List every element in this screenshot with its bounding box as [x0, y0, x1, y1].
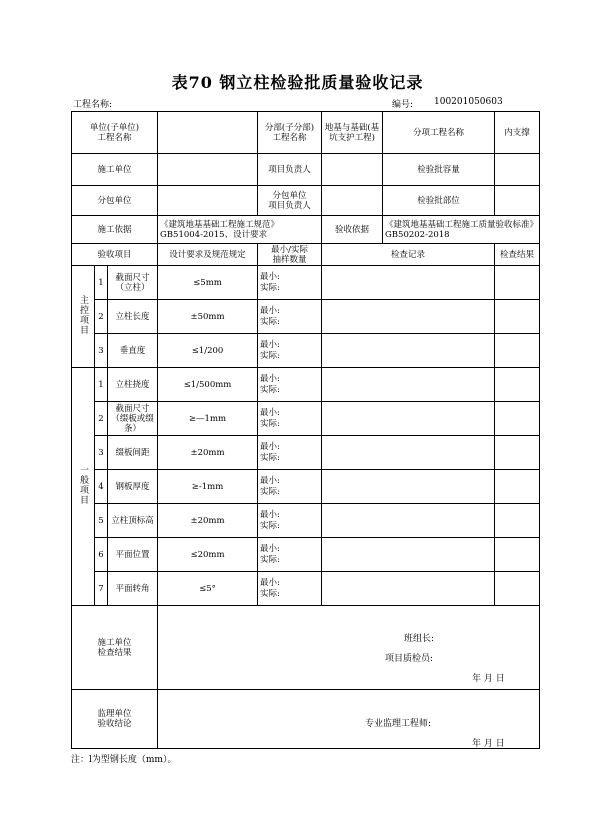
- division-value: 地基与基础(基坑支护工程): [322, 112, 383, 154]
- construction-basis-label: 施工依据: [72, 216, 158, 244]
- item-no: 2: [95, 402, 108, 436]
- item-record[interactable]: [322, 300, 495, 334]
- col-requirement-header: 设计要求及规范规定: [158, 244, 258, 266]
- item-record[interactable]: [322, 470, 495, 504]
- item-no: 3: [95, 334, 108, 368]
- item-no: 3: [95, 436, 108, 470]
- item-no: 1: [95, 368, 108, 402]
- item-no: 4: [95, 470, 108, 504]
- acceptance-basis-value: 《建筑地基基础工程施工质量验收标准》GB50202-2018: [383, 216, 540, 244]
- item-sampling[interactable]: 最小: 实际:: [258, 436, 322, 470]
- main-control-group: 主控项目: [72, 266, 95, 368]
- item-record[interactable]: [322, 538, 495, 572]
- item-no: 5: [95, 504, 108, 538]
- footnote: 注：l为型钢长度（mm）。: [71, 755, 177, 765]
- item-result[interactable]: [495, 572, 540, 606]
- division-label: 分部(子分部) 工程名称: [258, 112, 322, 154]
- construction-date: 年 月 日: [472, 674, 505, 684]
- constructor-value[interactable]: [158, 154, 258, 186]
- item-no: 7: [95, 572, 108, 606]
- item-result[interactable]: [495, 470, 540, 504]
- item-result[interactable]: [495, 300, 540, 334]
- item-sampling[interactable]: 最小: 实际:: [258, 538, 322, 572]
- item-name: 立柱长度: [108, 300, 158, 334]
- project-manager-value[interactable]: [322, 154, 383, 186]
- batch-location-value[interactable]: [495, 186, 540, 216]
- general-group: 一般项目: [72, 368, 95, 606]
- item-requirement: ≤5mm: [158, 266, 258, 300]
- item-requirement: ≥—1mm: [158, 402, 258, 436]
- item-requirement: ≤20mm: [158, 538, 258, 572]
- acceptance-basis-label: 验收依据: [322, 216, 383, 244]
- unit-project-value[interactable]: [158, 112, 258, 154]
- project-manager-label: 项目负责人: [258, 154, 322, 186]
- item-name: 钢板厚度: [108, 470, 158, 504]
- item-name: 平面转角: [108, 572, 158, 606]
- item-result[interactable]: [495, 266, 540, 300]
- item-no: 1: [95, 266, 108, 300]
- unit-project-label: 单位(子单位) 工程名称: [72, 112, 158, 154]
- acceptance-record-table: [71, 111, 540, 749]
- item-result[interactable]: [495, 334, 540, 368]
- item-sampling[interactable]: 最小: 实际:: [258, 470, 322, 504]
- batch-capacity-value[interactable]: [495, 154, 540, 186]
- item-sampling[interactable]: 最小: 实际:: [258, 402, 322, 436]
- construction-check-label: 施工单位 检查结果: [72, 606, 158, 690]
- number-label: 编号:: [392, 100, 414, 110]
- subcontractor-value[interactable]: [158, 186, 258, 216]
- sub-manager-label: 分包单位 项目负责人: [258, 186, 322, 216]
- team-leader-label: 班组长:: [404, 634, 435, 644]
- supervision-engineer-label: 专业监理工程师:: [365, 719, 432, 729]
- subitem-value: 内支撑: [495, 112, 540, 154]
- item-sampling[interactable]: 最小: 实际:: [258, 572, 322, 606]
- item-record[interactable]: [322, 504, 495, 538]
- item-record[interactable]: [322, 402, 495, 436]
- item-result[interactable]: [495, 538, 540, 572]
- item-record[interactable]: [322, 368, 495, 402]
- item-record[interactable]: [322, 334, 495, 368]
- item-name: 立柱顶标高: [108, 504, 158, 538]
- batch-capacity-label: 检验批容量: [383, 154, 495, 186]
- batch-location-label: 检验批部位: [383, 186, 495, 216]
- item-sampling[interactable]: 最小: 实际:: [258, 266, 322, 300]
- item-no: 6: [95, 538, 108, 572]
- item-result[interactable]: [495, 504, 540, 538]
- item-sampling[interactable]: 最小: 实际:: [258, 504, 322, 538]
- subcontractor-label: 分包单位: [72, 186, 158, 216]
- col-record-header: 检查记录: [322, 244, 495, 266]
- item-name: 截面尺寸（缀板或缀条）: [108, 402, 158, 436]
- item-requirement: ±50mm: [158, 300, 258, 334]
- quality-inspector-label: 项目质检员:: [385, 654, 434, 664]
- item-record[interactable]: [322, 266, 495, 300]
- item-name: 缀板间距: [108, 436, 158, 470]
- subitem-label: 分项工程名称: [383, 112, 495, 154]
- page-title: 表70 钢立柱检验批质量验收记录: [171, 73, 424, 92]
- constructor-label: 施工单位: [72, 154, 158, 186]
- item-result[interactable]: [495, 436, 540, 470]
- item-name: 截面尺寸（立柱）: [108, 266, 158, 300]
- col-sampling-header: 最小/实际 抽样数量: [258, 244, 322, 266]
- item-record[interactable]: [322, 572, 495, 606]
- construction-basis-value: 《建筑地基基础工程施工规范》GB51004-2015、设计要求: [158, 216, 322, 244]
- item-name: 立柱挠度: [108, 368, 158, 402]
- item-sampling[interactable]: 最小: 实际:: [258, 334, 322, 368]
- item-requirement: ±20mm: [158, 504, 258, 538]
- item-record[interactable]: [322, 436, 495, 470]
- supervision-date: 年 月 日: [472, 739, 505, 749]
- item-name: 平面位置: [108, 538, 158, 572]
- item-requirement: ±20mm: [158, 436, 258, 470]
- item-requirement: ≤1/500mm: [158, 368, 258, 402]
- sub-manager-value[interactable]: [322, 186, 383, 216]
- item-requirement: ≥-1mm: [158, 470, 258, 504]
- item-result[interactable]: [495, 402, 540, 436]
- supervision-label: 监理单位 验收结论: [72, 690, 158, 749]
- col-item-header: 验收项目: [72, 244, 158, 266]
- project-name-label: 工程名称:: [73, 100, 113, 110]
- item-requirement: ≤1/200: [158, 334, 258, 368]
- number-value: 100201050603: [434, 97, 503, 107]
- item-sampling[interactable]: 最小: 实际:: [258, 300, 322, 334]
- item-sampling[interactable]: 最小: 实际:: [258, 368, 322, 402]
- item-name: 垂直度: [108, 334, 158, 368]
- item-requirement: ≤5°: [158, 572, 258, 606]
- item-no: 2: [95, 300, 108, 334]
- col-result-header: 检查结果: [495, 244, 540, 266]
- item-result[interactable]: [495, 368, 540, 402]
